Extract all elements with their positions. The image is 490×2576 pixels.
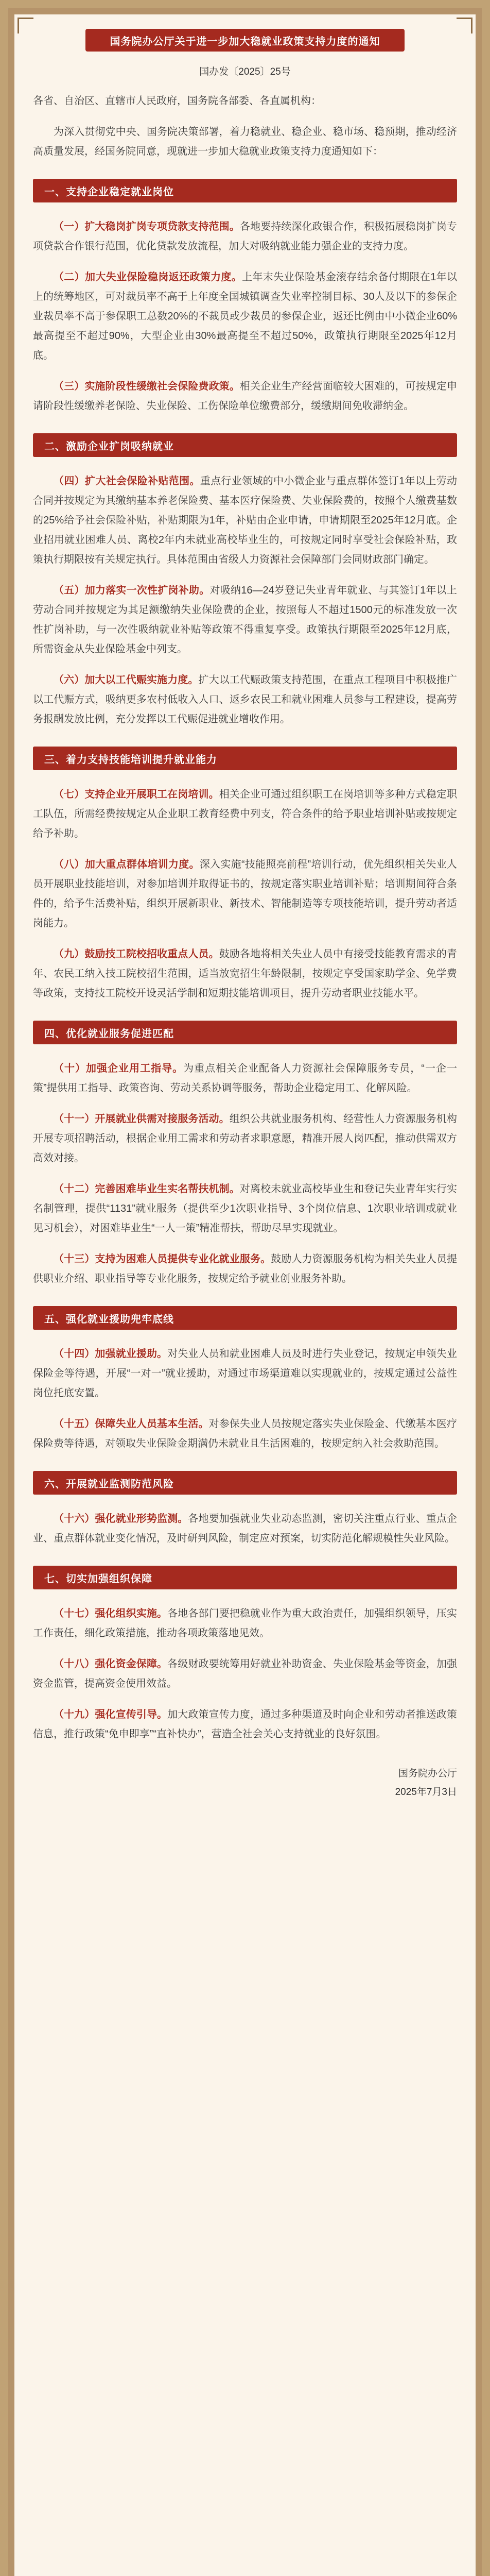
- paragraph-lead: （十七）强化组织实施。: [54, 1608, 168, 1619]
- paragraph-lead: （六）加大以工代赈实施力度。: [54, 674, 199, 686]
- paragraph-text: 各地要加强就业失业动态监测，密切关注重点行业、重点企业、重点群体就业变化情况，及时研判风险，制定应对预案，切实防范化解规模性失业风险。: [33, 1513, 458, 1544]
- policy-paragraph: [33, 1509, 457, 1548]
- paragraph-text: 鼓励各地将相关失业人员中有接受技能教育需求的青年、农民工纳入技工院校招生范围，适当放宽招生年龄限制，按规定享受国家助学金、免学费等政策，支持技工院校开设灵活学制和短期技能培训项目，提升劳动者职业技能水平。: [33, 948, 458, 999]
- corner-ornament-icon: [457, 18, 472, 33]
- paragraph-lead: （十六）强化就业形势监测。: [54, 1513, 188, 1524]
- signature-date: 2025年7月3日: [395, 1787, 457, 1798]
- section-heading-bar: [33, 747, 457, 770]
- paragraph-text: 重点行业领域的中小微企业与重点群体签订1年以上劳动合同并按规定为其缴纳基本养老保险费、基本医疗保险费、失业保险费的，按照个人缴费基数的25%给予社会保险补贴，补贴期限为1年，补贴由企业申请，申请期限至2025年12月底。企业招用就业困难人员、离校2年内未就业高校毕业生的，可按规定同时享受社会保险补贴，政策执行期限按有关规定执行。具体范围由省级人力资源社会保障部门会同财政部门确定。: [33, 476, 458, 565]
- section-heading: 五、强化就业援助兜牢底线: [44, 1313, 174, 1325]
- paragraph-lead: （十一）开展就业供需对接服务活动。: [54, 1113, 230, 1125]
- paragraph-lead: （十八）强化资金保障。: [54, 1658, 168, 1670]
- section-heading-bar: [33, 1471, 457, 1495]
- policy-paragraph: [33, 217, 457, 256]
- sections-container: [33, 179, 457, 1744]
- paragraph-text: 扩大以工代赈政策支持范围，在重点工程项目中积极推广以工代赈方式，吸纳更多农村低收入人口、返乡农民工和就业困难人员参与工程建设，提高劳务报酬发放比例，充分发挥以工代赈促进就业增收作用。: [33, 674, 458, 725]
- paragraph-lead: （十九）强化宣传引导。: [54, 1709, 168, 1720]
- policy-paragraph: [33, 1705, 457, 1744]
- section-heading-bar: [33, 433, 457, 457]
- policy-paragraph: [33, 471, 457, 569]
- policy-paragraph: [33, 1249, 457, 1289]
- paragraph-lead: （八）加大重点群体培训力度。: [54, 859, 200, 870]
- paragraph-text: 组织公共就业服务机构、经营性人力资源服务机构开展专项招聘活动，根据企业用工需求和劳动者求职意愿，精准开展人岗匹配，推动供需双方高效对接。: [33, 1113, 458, 1164]
- section-heading-bar: [33, 179, 457, 202]
- paragraph-text: 对离校未就业高校毕业生和登记失业青年实行实名制管理，提供“1131”就业服务（提供至少1次职业指导、3个岗位信息、1次职业培训或就业见习机会），对困难毕业生“一人一策”精准帮扶，帮助尽早实现就业。: [33, 1183, 458, 1234]
- paragraph-lead: （十四）加强就业援助。: [54, 1348, 168, 1360]
- section-heading: 七、切实加强组织保障: [44, 1573, 152, 1585]
- section-heading: 四、优化就业服务促进匹配: [44, 1028, 174, 1040]
- paragraph-lead: （五）加力落实一次性扩岗补助。: [54, 585, 210, 596]
- paragraph-lead: （十三）支持为困难人员提供专业化就业服务。: [54, 1253, 271, 1265]
- paragraph-text: 各级财政要统筹用好就业补助资金、失业保险基金等资金，加强资金监管，提高资金使用效益。: [33, 1658, 458, 1689]
- policy-paragraph: [33, 267, 457, 365]
- recipients: 各省、自治区、直辖市人民政府，国务院各部委、各直属机构：: [33, 95, 321, 107]
- page-frame: [8, 8, 482, 2576]
- paragraph-text: 对参保失业人员按规定落实失业保险金、代缴基本医疗保险费等待遇，对领取失业保险金期满仍未就业且生活困难的，按规定纳入社会救助范围。: [33, 1418, 458, 1449]
- intro-paragraph: 为深入贯彻党中央、国务院决策部署，着力稳就业、稳企业、稳市场、稳预期，推动经济高质量发展，经国务院同意，现就进一步加大稳就业政策支持力度通知如下：: [33, 126, 457, 157]
- policy-paragraph: [33, 581, 457, 659]
- paragraph-text: 对吸纳16—24岁登记失业青年就业、与其签订1年以上劳动合同并按规定为其足额缴纳失业保险费的企业，按照每人不超过1500元的标准发放一次性扩岗补助，与一次性吸纳就业补贴等政策不得重复享受。政策执行期限至2025年12月底，所需资金从失业保险基金中列支。: [33, 585, 458, 655]
- policy-paragraph: [33, 855, 457, 933]
- paragraph-lead: （三）实施阶段性缓缴社会保险费政策。: [54, 381, 240, 392]
- section-heading: 一、支持企业稳定就业岗位: [44, 186, 174, 198]
- paragraph-text: 上年末失业保险基金滚存结余备付期限在1年以上的统筹地区，可对裁员率不高于上年度全国城镇调查失业率控制目标、30人及以下的参保企业裁员率不高于参保职工总数20%的不裁员或少裁员的参保企业，返还比例由中小微企业60%最高提至不超过90%，大型企业由30%最高提至不超过50%，政策执行期限至2025年12月底。: [33, 272, 458, 361]
- section-heading-bar: [33, 1306, 457, 1330]
- document-number: 国办发〔2025〕25号: [199, 66, 291, 77]
- paragraph-text: 各地各部门要把稳就业作为重大政治责任，加强组织领导，压实工作责任，细化政策措施，推动各项政策落地见效。: [33, 1608, 458, 1639]
- signature-org: 国务院办公厅: [398, 1768, 457, 1779]
- paragraph-lead: （九）鼓励技工院校招收重点人员。: [54, 948, 219, 960]
- paragraph-text: 相关企业可通过组织职工在岗培训等多种方式稳定职工队伍，所需经费按规定从企业职工教育经费中列支，符合条件的给予职业培训补贴或按规定给予补助。: [33, 789, 458, 839]
- paragraph-lead: （十五）保障失业人员基本生活。: [54, 1418, 209, 1430]
- title-banner: [85, 29, 405, 52]
- signature-block: [33, 1765, 457, 1802]
- policy-paragraph: [33, 1344, 457, 1403]
- section-heading: 六、开展就业监测防范风险: [44, 1478, 174, 1490]
- policy-paragraph: [33, 944, 457, 1003]
- paragraph-text: 加大政策宣传力度，通过多种渠道及时向企业和劳动者推送政策信息，推行政策“免申即享”“直补快办”，营造全社会关心支持就业的良好氛围。: [33, 1709, 458, 1740]
- policy-paragraph: [33, 1414, 457, 1453]
- policy-paragraph: [33, 1604, 457, 1643]
- policy-paragraph: [33, 785, 457, 843]
- paragraph-lead: （七）支持企业开展职工在岗培训。: [54, 789, 219, 800]
- paragraph-lead: （一）扩大稳岗扩岗专项贷款支持范围。: [54, 221, 240, 232]
- paragraph-lead: （二）加大失业保险稳岗返还政策力度。: [54, 272, 242, 283]
- section-heading-bar: [33, 1021, 457, 1044]
- paragraph-text: 对失业人员和就业困难人员及时进行失业登记，按规定申领失业保险金等待遇，开展“一对一”就业援助，对通过市场渠道难以实现就业的，按规定通过公益性岗位托底安置。: [33, 1348, 458, 1399]
- document-title: 国务院办公厅关于进一步加大稳就业政策支持力度的通知: [110, 36, 380, 47]
- paragraph-lead: （十）加强企业用工指导。: [54, 1063, 184, 1074]
- policy-paragraph: [33, 1059, 457, 1098]
- policy-paragraph: [33, 1179, 457, 1238]
- paragraph-text: 相关企业生产经营面临较大困难的，可按规定申请阶段性缓缴养老保险、失业保险、工伤保险单位缴费部分，缓缴期间免收滞纳金。: [33, 381, 458, 412]
- section-heading-bar: [33, 1566, 457, 1589]
- corner-ornament-icon: [18, 18, 33, 33]
- document-paper: [14, 14, 476, 2576]
- paragraph-text: 为重点相关企业配备人力资源社会保障服务专员，“一企一策”提供用工指导、政策咨询、劳动关系协调等服务，帮助企业稳定用工、化解风险。: [33, 1063, 457, 1094]
- paragraph-lead: （四）扩大社会保险补贴范围。: [54, 476, 200, 487]
- paragraph-text: 鼓励人力资源服务机构为相关失业人员提供职业介绍、职业指导等专业化服务，按规定给予就业创业服务补助。: [33, 1253, 458, 1284]
- paragraph-text: 深入实施“技能照亮前程”培训行动，优先组织相关失业人员开展职业技能培训，对参加培训并取得证书的，按规定落实职业培训补贴；培训期间符合条件的，给予生活费补贴，组织开展新职业、新技术、智能制造等专项技能培训，提升劳动者适岗能力。: [33, 859, 458, 929]
- policy-paragraph: [33, 1109, 457, 1168]
- policy-paragraph: [33, 1654, 457, 1693]
- section-heading: 二、激励企业扩岗吸纳就业: [44, 440, 174, 452]
- policy-paragraph: [33, 670, 457, 729]
- paragraph-lead: （十二）完善困难毕业生实名帮扶机制。: [54, 1183, 240, 1195]
- paragraph-text: 各地要持续深化政银合作，积极拓展稳岗扩岗专项贷款合作银行范围，优化贷款发放流程，加大对吸纳就业能力强企业的支持力度。: [33, 221, 458, 252]
- policy-paragraph: [33, 377, 457, 416]
- section-heading: 三、着力支持技能培训提升就业能力: [44, 754, 217, 766]
